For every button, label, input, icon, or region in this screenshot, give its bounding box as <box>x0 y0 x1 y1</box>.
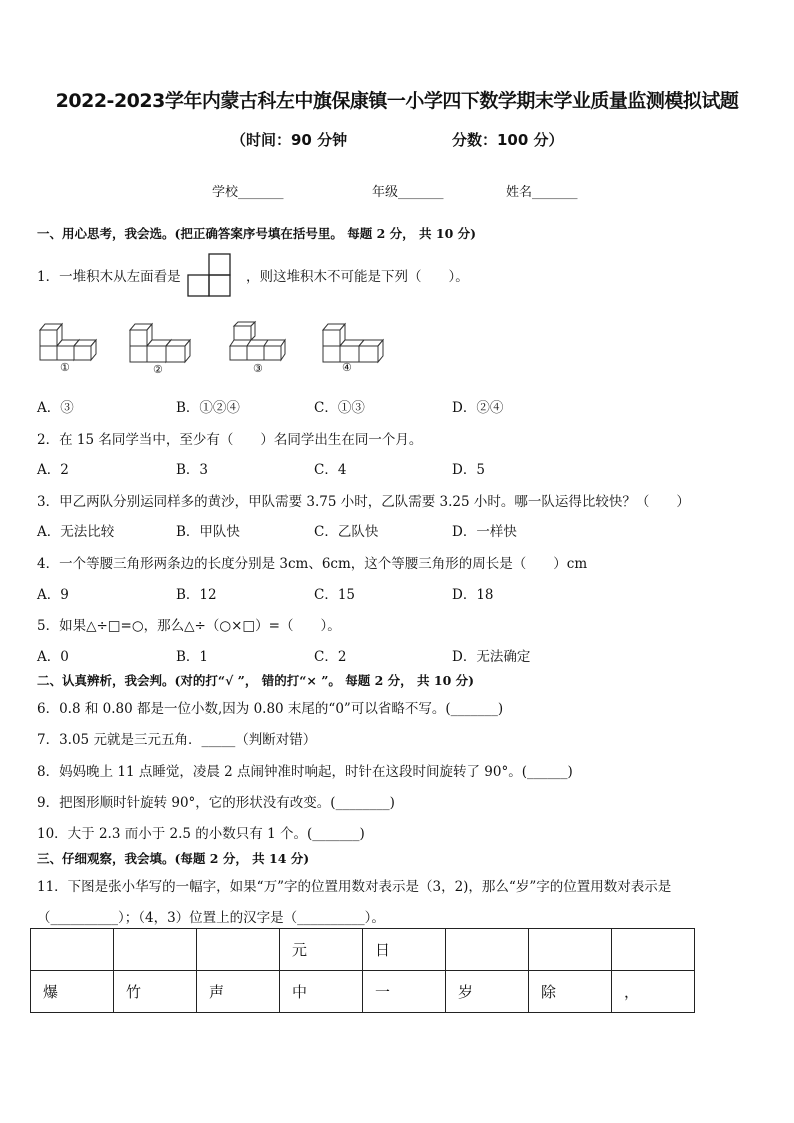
q7-text: 7．3.05 元就是三元五角．_____（判断对错） <box>37 732 317 748</box>
grid-row-2 <box>31 971 695 1013</box>
q5-option-c[interactable]: C．2 <box>314 649 347 665</box>
q8-text: 8．妈妈晚上 11 点睡觉，凌晨 2 点闹钟准时响起，时针在这段时间旋转了 90°。(______) <box>37 764 573 780</box>
grid-cell: 声 <box>197 971 280 1013</box>
page-title: 2022-2023学年内蒙古科左中旗保康镇一小学四下数学期末学业质量监测模拟试题 <box>55 90 739 112</box>
q1-option-a[interactable]: A．③ <box>37 400 74 416</box>
q9-text: 9．把图形顺时针旋转 90°，它的形状没有改变。(________) <box>37 795 395 811</box>
grid-cell: 一 <box>363 971 446 1013</box>
figure-label-3: ③ <box>253 362 263 375</box>
time-label: （时间：90 分钟 <box>231 131 348 149</box>
q5-option-d[interactable]: D．无法确定 <box>452 649 531 665</box>
q4-option-d[interactable]: D．18 <box>452 587 494 603</box>
grid-cell <box>446 929 529 971</box>
grid-cell <box>612 929 695 971</box>
q2-option-c[interactable]: C．4 <box>314 462 347 478</box>
q2-option-d[interactable]: D．5 <box>452 462 485 478</box>
q2-text: 2．在 15 名同学当中，至少有（ ）名同学出生在同一个月。 <box>37 432 423 448</box>
section-3-heading: 三、仔细观察，我会填。(每题 2 分， 共 14 分) <box>37 851 310 866</box>
q5-text: 5．如果△÷□=○，那么△÷（○×□）=（ ）。 <box>37 618 341 634</box>
q3-option-b[interactable]: B．甲队快 <box>176 524 240 540</box>
grid-cell: ， <box>612 971 695 1013</box>
grid-cell: 岁 <box>446 971 529 1013</box>
figure-label-2: ② <box>153 363 163 376</box>
grid-row-1 <box>31 929 695 971</box>
left-view-figure <box>186 253 232 299</box>
grid-cell: 竹 <box>114 971 197 1013</box>
q1-option-d[interactable]: D．②④ <box>452 400 504 416</box>
q11-line-1: 11．下图是张小华写的一幅字，如果“万”字的位置用数对表示是（3，2)，那么“岁”字的位置用数对表示是 <box>37 879 672 895</box>
q1-text-a: 1．一堆积木从左面看是 <box>37 269 181 285</box>
grid-cell <box>529 929 612 971</box>
grid-cell: 中 <box>280 971 363 1013</box>
name-field[interactable]: 姓名_______ <box>506 185 578 200</box>
grid-cell: 元 <box>280 929 363 971</box>
q1-option-c[interactable]: C．①③ <box>314 400 365 416</box>
score-label: 分数：100 分） <box>452 131 564 149</box>
grid-cell: 日 <box>363 929 446 971</box>
grid-cell: 除 <box>529 971 612 1013</box>
section-2-heading: 二、认真辨析，我会判。(对的打“√ ”， 错的打“× ”。 每题 2 分， 共 10 分) <box>37 673 475 688</box>
q4-option-b[interactable]: B．12 <box>176 587 217 603</box>
q1-text-b: ，则这堆积木不可能是下列（ ）。 <box>246 269 469 285</box>
q2-option-a[interactable]: A．2 <box>37 462 69 478</box>
section-1-heading: 一、用心思考，我会选。(把正确答案序号填在括号里。 每题 2 分， 共 10 分) <box>37 226 477 241</box>
grid-cell <box>197 929 280 971</box>
q11-line-2: （__________）；（4，3）位置上的汉字是（__________）。 <box>37 910 385 926</box>
q4-text: 4．一个等腰三角形两条边的长度分别是 3cm、6cm，这个等腰三角形的周长是（ ）cm <box>37 556 588 572</box>
q3-option-d[interactable]: D．一样快 <box>452 524 517 540</box>
grid-cell: 爆 <box>31 971 114 1013</box>
calligraphy-grid <box>30 928 695 1013</box>
school-field[interactable]: 学校_______ <box>212 185 284 200</box>
block-figure-1 <box>38 318 100 364</box>
figure-label-1: ① <box>60 361 70 374</box>
grid-cell <box>114 929 197 971</box>
q5-option-b[interactable]: B．1 <box>176 649 209 665</box>
q3-option-a[interactable]: A．无法比较 <box>37 524 115 540</box>
q4-option-a[interactable]: A．9 <box>37 587 69 603</box>
block-figure-3 <box>228 320 292 366</box>
figure-label-4: ④ <box>342 361 352 374</box>
q2-option-b[interactable]: B．3 <box>176 462 209 478</box>
block-figure-2 <box>128 320 194 366</box>
q3-text: 3．甲乙两队分别运同样多的黄沙，甲队需要 3.75 小时，乙队需要 3.25 小时。哪一队运得比较快？（ ） <box>37 494 690 510</box>
q4-option-c[interactable]: C．15 <box>314 587 356 603</box>
q10-text: 10．大于 2.3 而小于 2.5 的小数只有 1 个。(_______) <box>37 826 365 842</box>
q1-option-b[interactable]: B．①②④ <box>176 400 240 416</box>
grade-field[interactable]: 年级_______ <box>372 185 444 200</box>
q3-option-c[interactable]: C．乙队快 <box>314 524 379 540</box>
block-figure-4 <box>321 320 385 366</box>
q6-text: 6．0.8 和 0.80 都是一位小数,因为 0.80 末尾的“0”可以省略不写。(_______) <box>37 701 504 717</box>
grid-cell <box>31 929 114 971</box>
q5-option-a[interactable]: A．0 <box>37 649 69 665</box>
